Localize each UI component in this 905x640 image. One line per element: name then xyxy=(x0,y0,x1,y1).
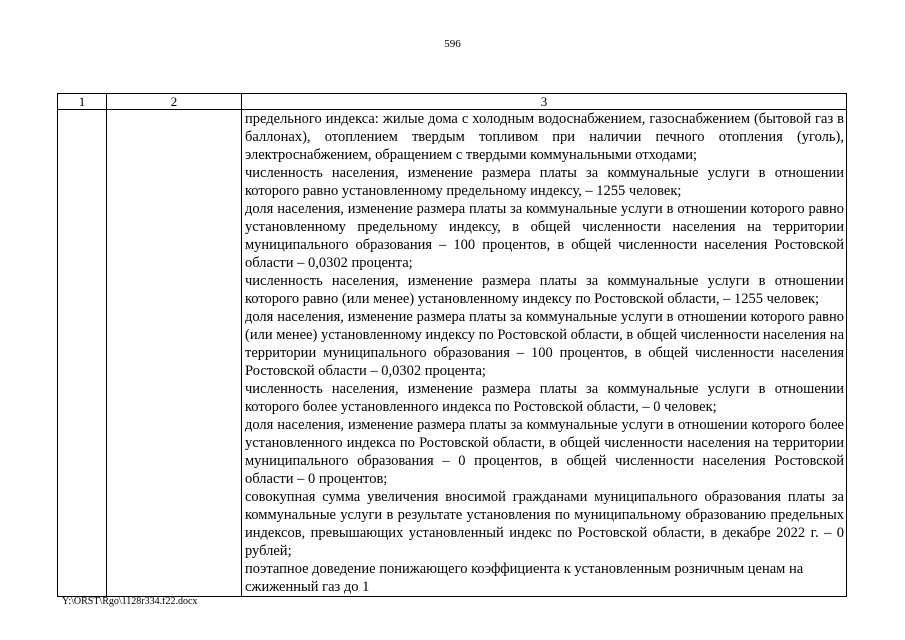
paragraph-share-equal-limit: доля населения, изменение размера платы за коммунальные услуги в отношении которого равно установленному предельному индексу, в общей численности населения на территории муниципального образования – 100 процентов, в общей численности населения Ростовской области – 0,0302 процента; xyxy=(245,201,844,271)
column-header-3: 3 xyxy=(242,94,847,110)
paragraph-population-equal-or-less-regional: численность населения, изменение размера платы за коммунальные услуги в отношении которого равно (или менее) установленному индексу по Ростовской области, – 1255 человек; xyxy=(245,273,844,307)
paragraph-total-payment-increase: совокупная сумма увеличения вносимой гражданами муниципального образования платы за коммунальные услуги в результате установления по муниципальному образованию предельных индексов, превышающих установленный индекс по Ростовской области, в декабре 2022 г. – 0 рублей; xyxy=(245,489,844,559)
column-header-1: 1 xyxy=(58,94,107,110)
paragraph-housing-type: предельного индекса: жилые дома с холодным водоснабжением, газоснабжением (бытовой газ в баллонах), отоплением твердым топливом при наличии печного отопления (уголь), электроснабжением, обращением с твердыми коммунальными отходами; xyxy=(245,111,844,163)
table-header-row xyxy=(58,94,847,110)
paragraph-population-above-regional: численность населения, изменение размера платы за коммунальные услуги в отношении которого более установленного индекса по Ростовской области, – 0 человек; xyxy=(245,381,844,415)
column-header-2: 2 xyxy=(107,94,242,110)
table-cell-col1 xyxy=(58,110,107,597)
table-cell-col3 xyxy=(242,110,847,597)
paragraph-share-equal-or-less-regional: доля населения, изменение размера платы за коммунальные услуги в отношении которого равно (или менее) установленному индексу по Ростовской области, в общей численности населения на территории муниципального образования – 100 процентов, в общей численности населения Ростовской области – 0,0302 процента; xyxy=(245,309,844,379)
page-number: 596 xyxy=(444,38,461,50)
paragraph-population-equal-limit: численность населения, изменение размера платы за коммунальные услуги в отношении которого равно установленному предельному индексу, – 1255 человек; xyxy=(245,165,844,199)
paragraph-share-above-regional: доля населения, изменение размера платы за коммунальные услуги в отношении которого более установленного индекса по Ростовской области, в общей численности населения на территории муниципального образования – 0 процентов, в общей численности населения Ростовской области – 0 процентов; xyxy=(245,417,844,487)
paragraph-gas-coefficient: поэтапное доведение понижающего коэффициента к установленным розничным ценам на сжиженный газ до 1 xyxy=(245,561,804,595)
document-table xyxy=(57,93,847,597)
table-cell-col2 xyxy=(107,110,242,597)
table-row xyxy=(58,110,847,597)
footer-file-path: Y:\ORST\Rgo\1128r334.f22.docx xyxy=(62,596,198,607)
